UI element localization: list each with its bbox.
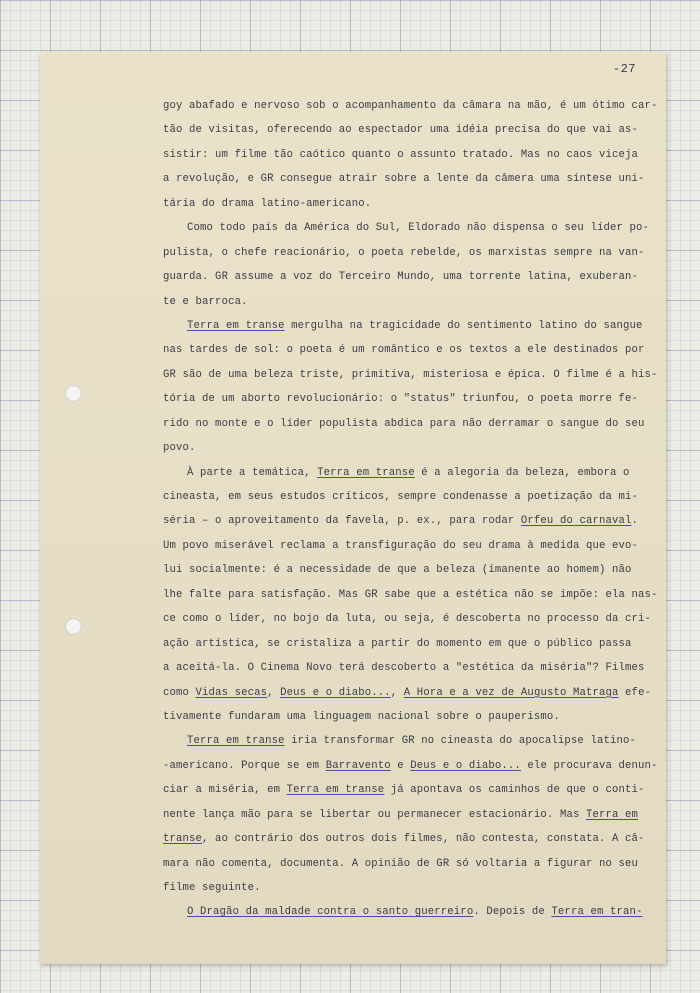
text-line (163, 705, 633, 729)
text-run: tão de visitas, oferecendo ao espectador uma idéia precisa do que vai as- (163, 124, 639, 137)
film-title: Deus e o diabo... (280, 686, 391, 699)
text-line (163, 852, 639, 876)
text-run: , (267, 686, 281, 699)
text-line (163, 338, 645, 362)
text-line (163, 729, 637, 753)
text-run: lhe falte para satisfação. Mas GR sabe que a estética não se impõe: ela nas- (163, 588, 658, 601)
text-run: ação artística, se cristaliza a partir do momento em que o público passa (163, 637, 632, 650)
text-run: te e barroca. (163, 295, 248, 308)
typewritten-page (40, 52, 666, 964)
text-run: -americano. Porque se em (163, 759, 326, 772)
text-run: é a alegoria da beleza, embora o (414, 466, 630, 479)
film-title: Terra em transe (286, 784, 385, 797)
text-line (163, 216, 650, 240)
text-run: filme seguinte. (163, 882, 261, 894)
film-title: Deus e o diabo... (410, 759, 521, 772)
text-line (163, 167, 645, 191)
text-run: goy abafado e nervoso sob o acompanhamento da câmara na mão, é um ótimo car- (163, 100, 658, 112)
text-line (163, 509, 639, 533)
film-title: Terra em transe (317, 466, 415, 479)
film-title: Terra em transe (187, 735, 285, 748)
text-run: a revolução, e GR consegue atrair sobre a lente da câmera uma síntese uni- (163, 173, 645, 186)
text-run: . Depois de (473, 906, 552, 919)
text-line (163, 118, 639, 142)
text-run: Um povo miserável reclama a transfiguração do seu drama à medida que evo- (163, 539, 639, 552)
text-run: Como todo país da América do Sul, Eldorado não dispensa o seu líder po- (187, 222, 650, 235)
text-run: , (390, 686, 404, 699)
text-run: rido no monte e o líder populista abdica para não derramar o sangue do seu (163, 417, 645, 430)
punch-hole-bottom (65, 618, 82, 635)
text-run: povo. (163, 442, 196, 455)
text-run: tária do drama latino-americano. (163, 197, 372, 210)
text-run: tória de um aborto revolucionário: o "status" triunfou, o poeta morre fe- (163, 393, 639, 406)
text-line (163, 314, 643, 338)
text-line (163, 192, 633, 216)
text-line (163, 583, 658, 607)
text-run: a aceitá-la. O Cinema Novo terá descoberto a "estética da miséria"? Filmes (163, 662, 645, 675)
text-run: como (163, 686, 196, 699)
text-run: guarda. GR assume a voz do Terceiro Mundo, uma torrente latina, exuberan- (163, 271, 639, 284)
text-run: ciar a miséria, em (163, 784, 287, 797)
text-line (163, 241, 645, 265)
text-run: GR são de uma beleza triste, primitiva, misteriosa e épica. O filme é a his- (163, 368, 658, 381)
body-text (163, 94, 658, 925)
text-line (163, 656, 645, 680)
text-line (163, 876, 633, 900)
text-line (163, 461, 633, 485)
text-line (163, 485, 639, 509)
text-run: mara não comenta, documenta. A opinião de GR só voltaria a figurar no seu (163, 857, 639, 870)
text-line (163, 143, 639, 167)
text-line (163, 558, 633, 582)
page-number: -27 (612, 62, 636, 76)
text-line (163, 827, 645, 851)
text-run: . (631, 515, 639, 528)
text-line (163, 607, 652, 631)
text-run: mergulha na tragicidade do sentimento latino do sangue (284, 319, 643, 332)
text-run: efe- (618, 686, 652, 699)
text-run: iria transformar GR no cineasta do apocalipse latino- (284, 735, 637, 748)
text-line (163, 265, 639, 289)
text-run: pulista, o chefe reacionário, o poeta rebelde, os marxistas sempre na van- (163, 246, 645, 259)
film-title: Terra em tran- (551, 906, 643, 919)
text-run: sistir: um filme tão caótico quanto o assunto tratado. Mas no caos viceja (163, 148, 639, 161)
text-line (163, 632, 633, 656)
text-run: e (390, 759, 411, 772)
text-line (163, 363, 658, 387)
text-line (163, 290, 633, 314)
text-run: lui socialmente: é a necessidade de que a beleza (imanente ao homem) não (163, 564, 632, 577)
punch-hole-top (65, 385, 82, 402)
film-title: Terra em transe (187, 319, 285, 332)
text-run: cineasta, em seus estudos críticos, sempre condenasse a poetização da mi- (163, 491, 639, 503)
text-line (163, 436, 633, 460)
text-line (163, 94, 658, 118)
text-line (163, 534, 639, 558)
text-run: já apontava os caminhos de que o conti- (384, 784, 645, 797)
film-title: Terra em (585, 808, 639, 821)
text-run: À parte a temática, (187, 466, 318, 479)
text-run: nente lança mão para se libertar ou permanecer estacionário. Mas (163, 808, 586, 821)
text-run: tivamente fundaram uma linguagem nacional sobre o pauperismo. (163, 710, 560, 723)
text-run: ce como o líder, no bojo da luta, ou seja, é descoberta no processo da cri- (163, 613, 652, 626)
text-line (163, 387, 639, 411)
text-line (163, 412, 645, 436)
film-title: O Dragão da maldade contra o santo guerreiro (187, 906, 474, 919)
text-run: ele procurava denun- (520, 759, 658, 772)
text-run: nas tardes de sol: o poeta é um romântico e os textos a ele destinados por (163, 344, 645, 357)
text-line (163, 681, 652, 705)
film-title: A Hora e a vez de Augusto Matraga (403, 686, 619, 699)
text-line (163, 900, 643, 924)
text-line (163, 778, 645, 802)
text-run: , ao contrário dos outros dois filmes, não contesta, constata. A câ- (202, 833, 645, 846)
film-title: Barravento (325, 759, 391, 772)
text-line (163, 803, 639, 827)
text-run: séria – o aproveitamento da favela, p. ex., para rodar (163, 515, 521, 528)
text-line (163, 754, 658, 778)
film-title: Orfeu do carnaval (520, 515, 632, 528)
film-title: transe (163, 833, 203, 846)
film-title: Vidas secas (195, 686, 268, 699)
